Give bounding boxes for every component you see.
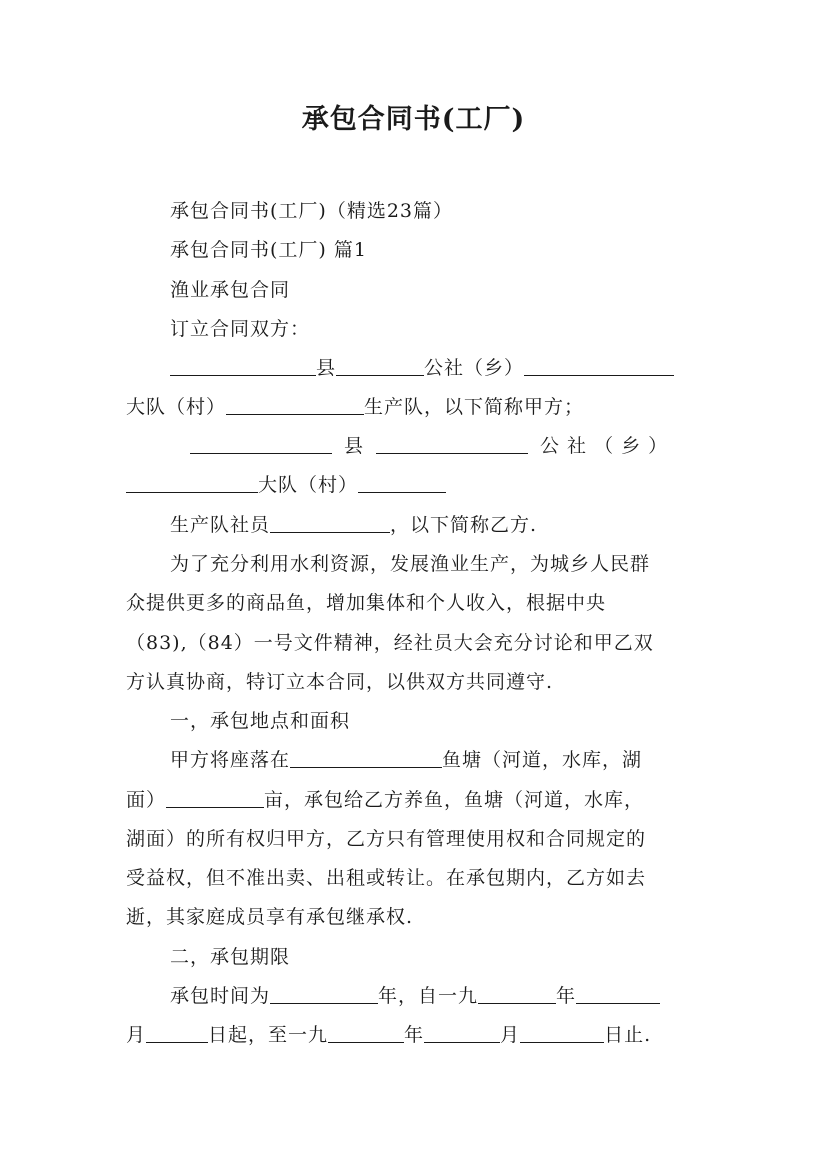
text-span: 公 社 （ 乡 ） [540,435,669,457]
text-span: 日起，至一九 [208,1024,329,1046]
blank-field [290,747,442,768]
text-span: 年 [404,1024,425,1046]
body-paragraph-line: 湖面）的所有权归甲方，乙方只有管理使用权和合同规定的 [126,828,647,850]
text-span: 大队（村） [258,474,359,496]
blank-field [166,787,264,808]
text-span: 日止. [604,1024,652,1046]
text-span: ，以下简称乙方. [390,514,538,536]
text-span: 县 [344,435,365,457]
text-span: 大队（村） [126,396,227,418]
text-span: 鱼塘（河道，水库，湖 [442,749,643,771]
text-span: 生产队，以下简称甲方； [364,396,585,418]
clause-1-line-1 [170,746,642,774]
text-span: 甲方将座落在 [170,749,291,771]
blank-field [358,472,446,493]
clause-2-line-2 [126,1021,651,1049]
body-paragraph-line: 方认真协商，特订立本合同，以供双方共同遵守. [126,671,554,693]
blank-field [328,1022,404,1043]
blank-field [478,983,556,1004]
blank-field [190,433,332,454]
party-a-line-1 [170,354,674,382]
blank-field [376,433,528,454]
blank-field [146,1022,208,1043]
blank-field [226,394,364,415]
blank-field [270,983,378,1004]
party-b-line-3 [170,511,537,539]
party-a-line-2 [126,393,584,421]
body-paragraph-line: （83),（84）一号文件精神，经社员大会充分讨论和甲乙双 [126,632,654,654]
section-heading: 承包合同书(工厂) 篇1 [170,239,367,261]
blank-field [424,1022,500,1043]
body-paragraph-line: 为了充分利用水利资源，发展渔业生产，为城乡人民群 [170,553,651,575]
document-title: 承包合同书(工厂) [301,104,526,135]
clause-heading-1: 一，承包地点和面积 [170,710,351,732]
text-span: 年，自一九 [378,985,479,1007]
text-span: 月 [500,1024,521,1046]
text-span: 面） [126,789,167,811]
parties-heading: 订立合同双方： [170,318,311,340]
text-span: 承包时间为 [170,985,271,1007]
clause-1-line-2 [126,786,644,814]
clause-heading-2: 二，承包期限 [170,946,291,968]
blank-field [126,472,258,493]
text-span: 年 [556,985,577,1007]
body-paragraph-line: 众提供更多的商品鱼，增加集体和个人收入，根据中央 [126,592,607,614]
body-paragraph-line: 受益权，但不准出卖、出租或转让。在承包期内，乙方如去 [126,867,647,889]
clause-2-line-1 [170,982,660,1010]
blank-field [270,512,390,533]
blank-field [576,983,660,1004]
blank-field [336,355,424,376]
body-paragraph-line: 逝，其家庭成员享有承包继承权. [126,906,414,928]
party-b-line-2 [126,471,446,499]
blank-field [524,355,674,376]
blank-field [520,1022,604,1043]
blank-field [170,355,316,376]
party-b-line-1 [190,432,668,460]
text-span: 公社（乡） [424,357,525,379]
subtitle-line: 承包合同书(工厂)（精选23篇） [170,200,454,222]
contract-name: 渔业承包合同 [170,279,291,301]
text-span: 亩，承包给乙方养鱼，鱼塘（河道，水库， [264,789,645,811]
text-span: 月 [126,1024,147,1046]
text-span: 县 [316,357,337,379]
text-span: 生产队社员 [170,514,271,536]
